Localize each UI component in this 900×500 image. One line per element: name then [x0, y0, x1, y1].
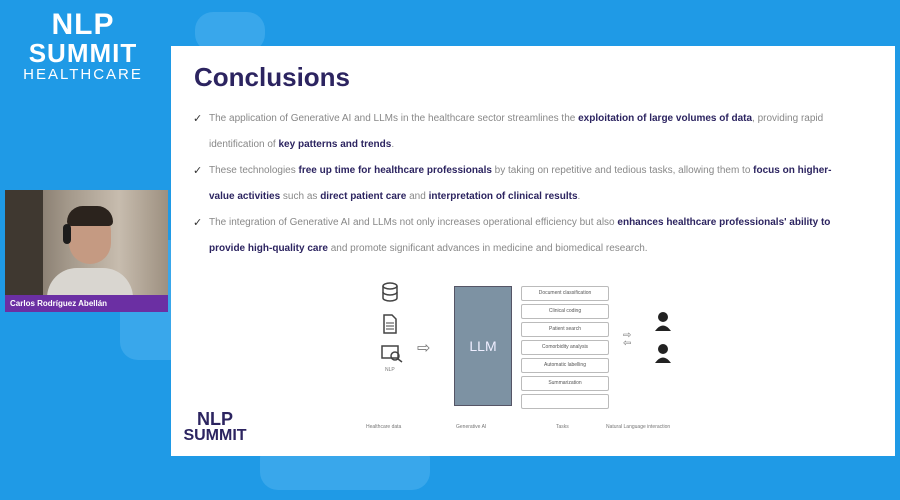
task-item: Document classification [521, 286, 609, 301]
event-logo-line2: SUMMIT [28, 38, 138, 68]
presentation-slide [171, 46, 895, 456]
male-user-icon [653, 342, 673, 369]
bullet-text: and promote significant advances in medicine and biomedical research. [327, 243, 648, 254]
task-item: Comorbidity analysis [521, 340, 609, 355]
event-logo [18, 10, 148, 84]
event-logo-line3: HEALTHCARE [23, 66, 143, 83]
bullet-text: These technologies [209, 165, 299, 176]
bullet-text: such as [280, 191, 321, 202]
bullet-highlight: free up time for healthcare professionals [298, 165, 492, 176]
webcam-door [5, 190, 43, 312]
slide-logo-line2: SUMMIT [183, 427, 247, 444]
checkmark-icon: ✓ [193, 165, 203, 177]
bullet-text: The application of Generative AI and LLMs in the healthcare sector streamlines the [209, 113, 579, 124]
bullet-highlight: interpretation of clinical results [428, 191, 578, 202]
bullet-text: . [577, 191, 581, 202]
speaker-name-label: Carlos Rodríguez Abellán [5, 295, 168, 312]
bullet-highlight: key patterns and trends [278, 139, 392, 150]
event-logo-line1: NLP [51, 8, 115, 41]
slide-logo-line1: NLP [197, 409, 233, 429]
icon-label: NLP [385, 367, 395, 373]
bullet-text: by taking on repetitive and tedious tasks, allowing them to [491, 165, 754, 176]
document-icon [382, 314, 398, 339]
llm-box: LLM [454, 286, 512, 406]
speaker-headset [63, 224, 71, 244]
bullet-text: and [406, 191, 429, 202]
bullet-item [193, 106, 833, 158]
database-icon [381, 282, 399, 307]
bullet-list [193, 106, 833, 262]
caption-healthcare-data: Healthcare data [366, 424, 402, 430]
checkmark-icon: ✓ [193, 217, 203, 229]
bullet-highlight: enhances healthcare professionals' ability to provide high-quality care [209, 217, 831, 254]
slide-title: Conclusions [194, 62, 351, 92]
caption-tasks: Tasks [556, 424, 569, 430]
caption-natural-language: Natural Language interaction [606, 424, 671, 430]
task-list [521, 286, 609, 412]
bullet-text: , providing rapid identification of [209, 113, 824, 150]
bullet-text: The integration of Generative AI and LLMs not only increases operational efficiency but also [209, 217, 618, 228]
bullet-item [193, 210, 833, 262]
speaker-webcam [5, 190, 168, 312]
female-user-icon [653, 310, 673, 337]
bullet-item [193, 158, 833, 210]
task-item: Clinical coding [521, 304, 609, 319]
image-scan-icon [381, 345, 403, 368]
speaker-hair [67, 206, 113, 226]
task-item [521, 394, 609, 409]
checkmark-icon: ✓ [193, 113, 203, 125]
task-item: Automatic labelling [521, 358, 609, 373]
llm-diagram [361, 282, 781, 432]
slide-logo [183, 410, 247, 444]
task-item: Patient search [521, 322, 609, 337]
bullet-highlight: focus on higher-value activities [209, 165, 832, 202]
caption-generative-ai: Generative AI [456, 424, 487, 430]
bullet-text: . [391, 139, 395, 150]
arrow-right-icon: ⇨ [417, 340, 431, 357]
bullet-highlight: exploitation of large volumes of data [578, 113, 753, 124]
task-item: Summarization [521, 376, 609, 391]
bullet-highlight: direct patient care [320, 191, 407, 202]
exchange-arrows-icon: ⇨ ⇦ [623, 330, 632, 349]
